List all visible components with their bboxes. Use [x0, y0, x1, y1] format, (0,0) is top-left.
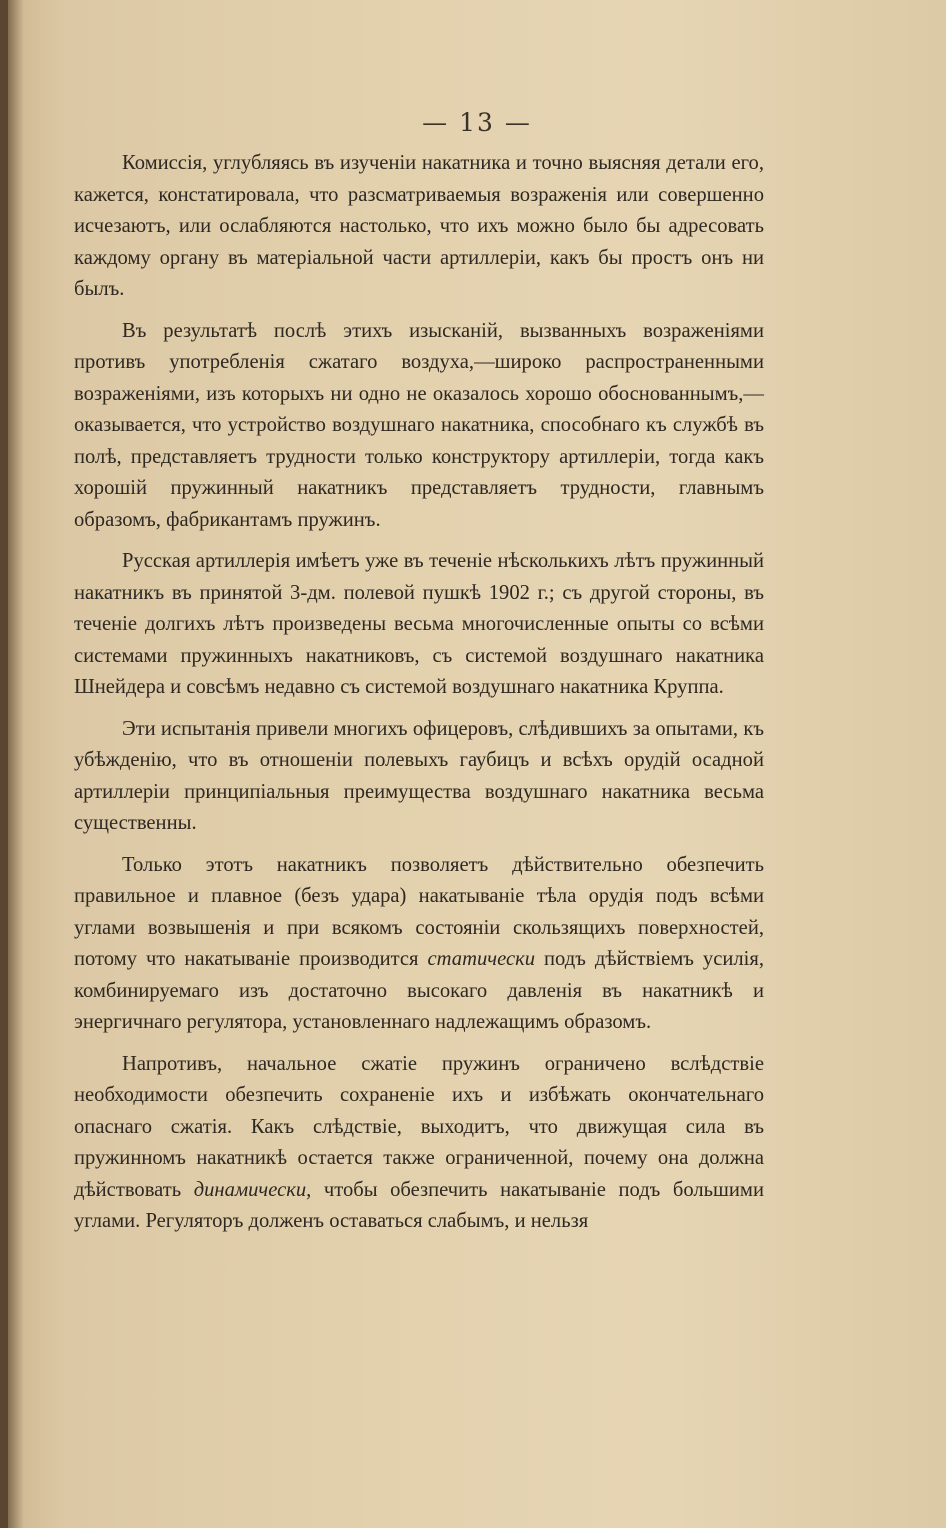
book-page — [8, 0, 946, 1528]
paragraph-3 — [74, 546, 764, 704]
page-number: — 13 — — [422, 108, 532, 137]
paragraph-text: Только этотъ накатникъ позволяетъ дѣйствительно обезпечить правильное и плавное (безъ удара) накатываніе тѣла орудія подъ всѣми углами возвышенія и при всякомъ состояніи скользящихъ поверхностей, потому что накатываніе производится — [74, 853, 764, 970]
paragraph-5 — [74, 850, 764, 1039]
body-text — [74, 148, 764, 1248]
italic-term-dynamically: динамически — [193, 1178, 307, 1201]
paragraph-1 — [74, 148, 764, 306]
paragraph-text: Напротивъ, начальное сжатіе пружинъ ограничено вслѣдствіе необходимости обезпечить сохраненіе ихъ и избѣжать окончательнаго опаснаго сжатія. Какъ слѣдствіе, выходитъ, что движущая сила въ пружинномъ накатникѣ остается также ограниченной, почему она должна дѣйствовать — [74, 1052, 764, 1201]
paragraph-text: , чтобы обезпечить накатываніе подъ большими углами. Регуляторъ долженъ оставаться слабымъ, и нельзя — [74, 1178, 764, 1232]
paragraph-4 — [74, 714, 764, 840]
binding-shadow — [8, 0, 24, 1528]
paragraph-text: Въ результатѣ послѣ этихъ изысканій, вызванныхъ возраженіями противъ употребленія сжатаго воздуха,—широко распространенными возраженіями, изъ которыхъ ни одно не оказалось хорошо обоснованнымъ,—оказывается, что устройство воздушнаго накатника, способнаго къ службѣ въ полѣ, представляетъ трудности только конструктору артиллеріи, тогда какъ хорошій пружинный накатникъ представляетъ трудности, главнымъ образомъ, фабрикантамъ пружинъ. — [74, 319, 764, 531]
paragraph-text: Эти испытанія привели многихъ офицеровъ, слѣдившихъ за опытами, къ убѣжденію, что въ отношеніи полевыхъ гаубицъ и всѣхъ орудій осадной артиллеріи принципіальныя преимущества воздушнаго накатника весьма существенны. — [74, 717, 764, 834]
paragraph-text: Комиссія, углубляясь въ изученіи накатника и точно выясняя детали его, кажется, констатировала, что разсматриваемыя возраженія или совершенно исчезаютъ, или ослабляются настолько, что ихъ можно было бы адресовать каждому органу въ матеріальной части артиллеріи, какъ бы простъ онъ ни былъ. — [74, 152, 764, 300]
italic-term-statically: статически — [427, 948, 536, 970]
paragraph-text: подъ дѣйствіемъ усилія, комбинируемаго изъ достаточно высокаго давленія въ накатникѣ и энергичнаго регулятора, установленнаго надлежащимъ образомъ. — [74, 948, 764, 1033]
paragraph-text: Русская артиллерія имѣетъ уже въ теченіе нѣсколькихъ лѣтъ пружинный накатникъ въ принятой 3-дм. полевой пушкѣ 1902 г.; съ другой стороны, въ теченіе долгихъ лѣтъ произведены весьма многочисленные опыты со всѣми системами пружинныхъ накатниковъ, съ системой воздушнаго накатника Шнейдера и совсѣмъ недавно съ системой воздушнаго накатника Круппа. — [74, 550, 764, 698]
paragraph-6 — [74, 1049, 764, 1238]
paragraph-2 — [74, 316, 764, 537]
